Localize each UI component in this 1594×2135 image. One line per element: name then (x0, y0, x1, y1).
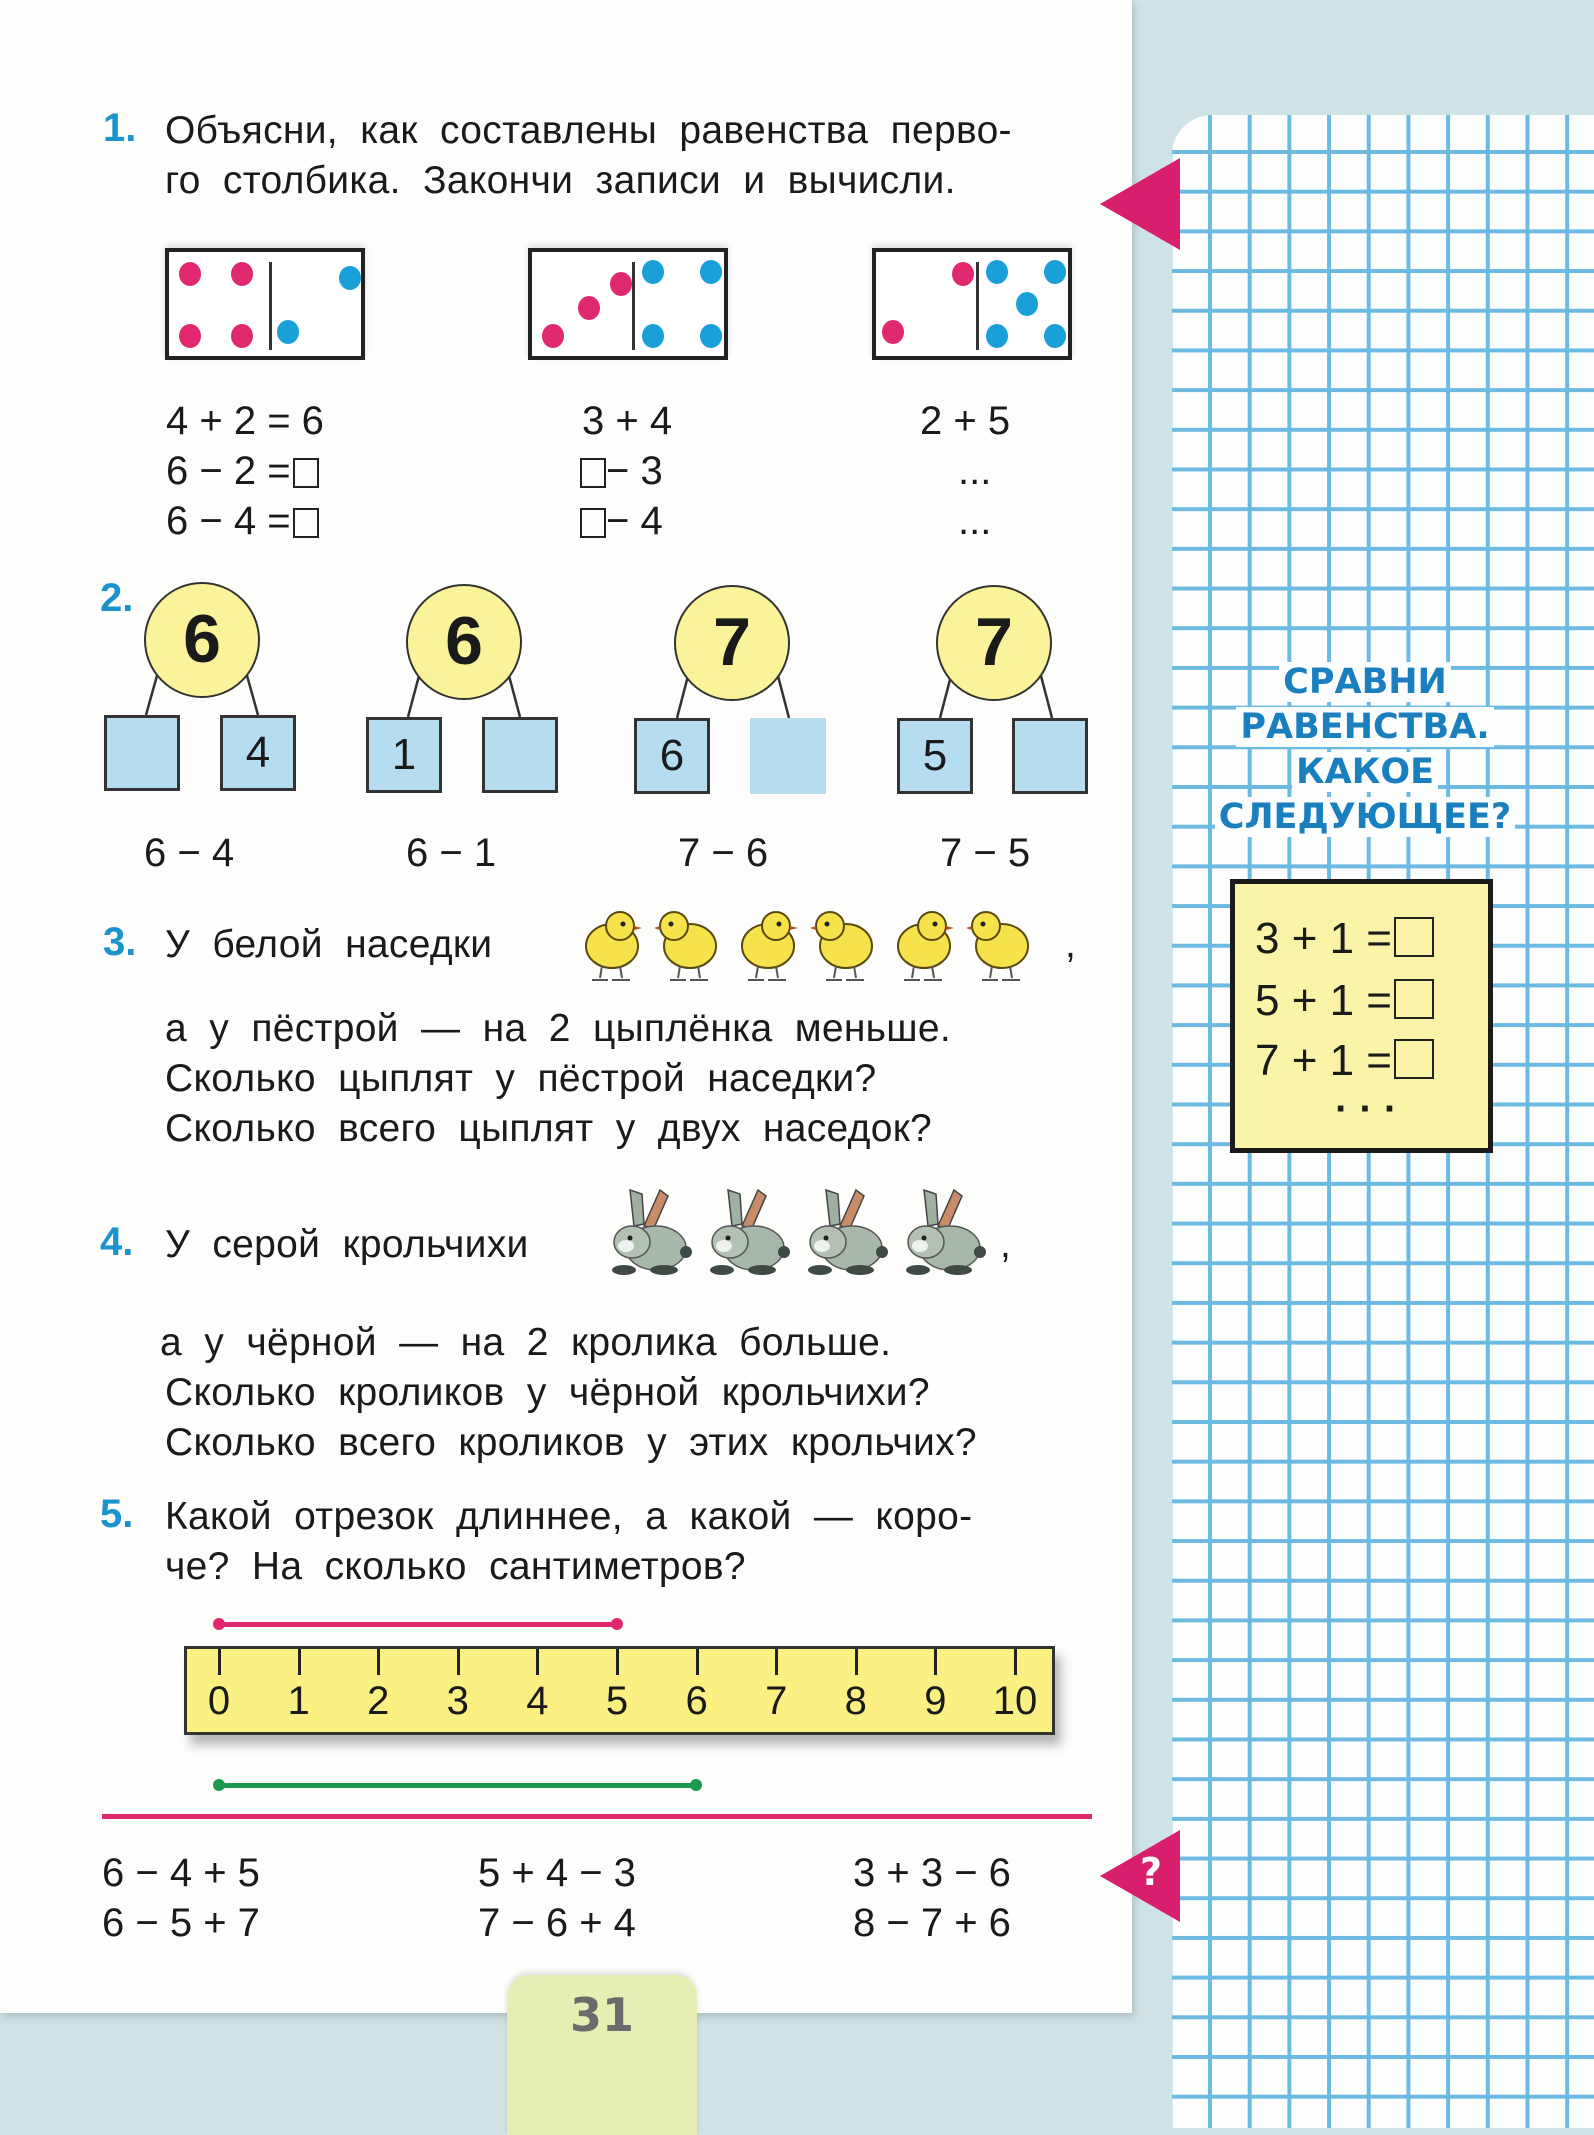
ruler-tick (934, 1649, 937, 1675)
task-text-line: Объясни, как составлены равенства перво- (165, 109, 1012, 152)
comma: , (1000, 1223, 1012, 1266)
task-number: 2. (100, 576, 134, 620)
question-mark-icon: ? (1140, 1850, 1163, 1894)
part-box[interactable] (750, 718, 826, 794)
expression: 6 − 4 (144, 831, 235, 875)
expression: 8 − 7 + 6 (853, 1901, 1011, 1945)
chick-icon (572, 900, 646, 984)
ruler-label: 7 (765, 1679, 788, 1723)
equation: 5 + 1 = (1255, 976, 1434, 1026)
section-divider (102, 1814, 1092, 1819)
ruler-tick (298, 1649, 301, 1675)
ruler-label: 10 (992, 1679, 1038, 1723)
sidebar-title (1195, 660, 1535, 840)
whole-number-circle: 6 (406, 584, 522, 700)
ruler-label: 5 (605, 1679, 629, 1723)
expression: 7 − 6 + 4 (478, 1901, 636, 1945)
task-text-line: го столбика. Закончи записи и вычисли. (165, 159, 956, 202)
ruler-label: 2 (367, 1679, 390, 1723)
task-number: 3. (103, 920, 137, 964)
ruler-label: 6 (685, 1679, 708, 1723)
equation: − 4 (578, 496, 663, 546)
expression: 6 − 5 + 7 (102, 1901, 260, 1945)
whole-number-circle: 6 (144, 582, 260, 698)
task-text-line: че? На сколько сантиметров? (165, 1545, 746, 1588)
answer-box[interactable] (1394, 979, 1434, 1019)
equation: 6 − 4 = (166, 496, 319, 546)
chick-icon (650, 900, 724, 984)
part-box[interactable]: 4 (220, 715, 296, 791)
task-text-line: Сколько всего цыплят у двух наседок? (165, 1107, 933, 1150)
expression: 5 + 4 − 3 (478, 1851, 636, 1895)
part-box[interactable]: 1 (366, 717, 442, 793)
task-text-line: Сколько всего кроликов у этих крольчих? (165, 1421, 977, 1464)
task-text-line: Сколько кроликов у чёрной крольчихи? (165, 1371, 930, 1414)
chick-icon (728, 900, 802, 984)
ellipsis: ... (958, 499, 992, 543)
ruler-label: 3 (446, 1679, 469, 1723)
part-box[interactable] (104, 715, 180, 791)
whole-number-circle: 7 (936, 585, 1052, 701)
ruler-tick (855, 1649, 858, 1675)
task-number: 4. (100, 1220, 134, 1264)
ruler-tick (218, 1649, 221, 1675)
page-number-tab (507, 1975, 697, 2135)
equation: 3 + 4 (582, 399, 673, 443)
part-box[interactable] (1012, 718, 1088, 794)
task-text-line: а у чёрной — на 2 кролика больше. (160, 1321, 892, 1364)
chick-icon (884, 900, 958, 984)
task-number: 1. (103, 106, 137, 150)
chick-icon (806, 900, 880, 984)
equation: 6 − 2 = (166, 446, 319, 496)
part-box[interactable]: 6 (634, 718, 710, 794)
task-text-line: Какой отрезок длиннее, а какой — коро- (165, 1495, 973, 1538)
equation: − 3 (578, 446, 663, 496)
expression: 7 − 5 (940, 831, 1031, 875)
answer-box[interactable] (1394, 1039, 1434, 1079)
answer-box[interactable] (1394, 917, 1434, 957)
ruler-label: 4 (526, 1679, 549, 1723)
part-box[interactable]: 5 (897, 718, 973, 794)
comma: , (1065, 923, 1077, 966)
rabbit-icon (800, 1186, 888, 1278)
expression: 6 − 4 + 5 (102, 1851, 260, 1895)
expression: 7 − 6 (678, 831, 769, 875)
equation: 2 + 5 (920, 399, 1011, 443)
ruler-tick (1014, 1649, 1017, 1675)
page-number: 31 (569, 1988, 634, 2042)
ruler-tick (457, 1649, 460, 1675)
rabbit-icon (702, 1186, 790, 1278)
task-number: 5. (100, 1492, 134, 1536)
part-box[interactable] (482, 717, 558, 793)
rabbit-icon (898, 1186, 986, 1278)
green-segment (219, 1783, 696, 1788)
task-text-line: Сколько цыплят у пёстрой наседки? (165, 1057, 877, 1100)
title-line: СРАВНИ (1279, 662, 1451, 702)
chick-icon (962, 900, 1036, 984)
ellipsis: · · · (1335, 1087, 1398, 1131)
ruler-label: 8 (844, 1679, 867, 1723)
equation: 7 + 1 = (1255, 1036, 1434, 1086)
equation: 4 + 2 = 6 (166, 399, 324, 443)
expression: 6 − 1 (406, 831, 497, 875)
ruler (184, 1646, 1055, 1735)
title-line: КАКОЕ (1292, 752, 1438, 792)
equation: 3 + 1 = (1255, 914, 1434, 964)
whole-number-circle: 7 (674, 585, 790, 701)
ruler-label: 1 (287, 1679, 310, 1723)
task-text-line: У серой крольчихи (165, 1223, 529, 1266)
task-text-line: а у пёстрой — на 2 цыплёнка меньше. (165, 1007, 951, 1050)
ruler-tick (696, 1649, 699, 1675)
title-line: РАВЕНСТВА. (1236, 707, 1493, 747)
ruler-tick (616, 1649, 619, 1675)
title-line: СЛЕДУЮЩЕЕ? (1215, 797, 1515, 837)
pink-segment (219, 1622, 617, 1627)
segment-endpoint (690, 1779, 702, 1791)
segment-endpoint (213, 1618, 225, 1630)
ellipsis: ... (958, 449, 992, 493)
ruler-label: 9 (924, 1679, 947, 1723)
rabbit-icon (604, 1186, 692, 1278)
ruler-label: 0 (207, 1679, 231, 1723)
ruler-tick (775, 1649, 778, 1675)
segment-endpoint (611, 1618, 623, 1630)
segment-endpoint (213, 1779, 225, 1791)
task-text-line: У белой наседки (165, 923, 493, 966)
ruler-tick (377, 1649, 380, 1675)
expression: 3 + 3 − 6 (853, 1851, 1011, 1895)
equations-box (1230, 879, 1493, 1153)
ruler-tick (536, 1649, 539, 1675)
